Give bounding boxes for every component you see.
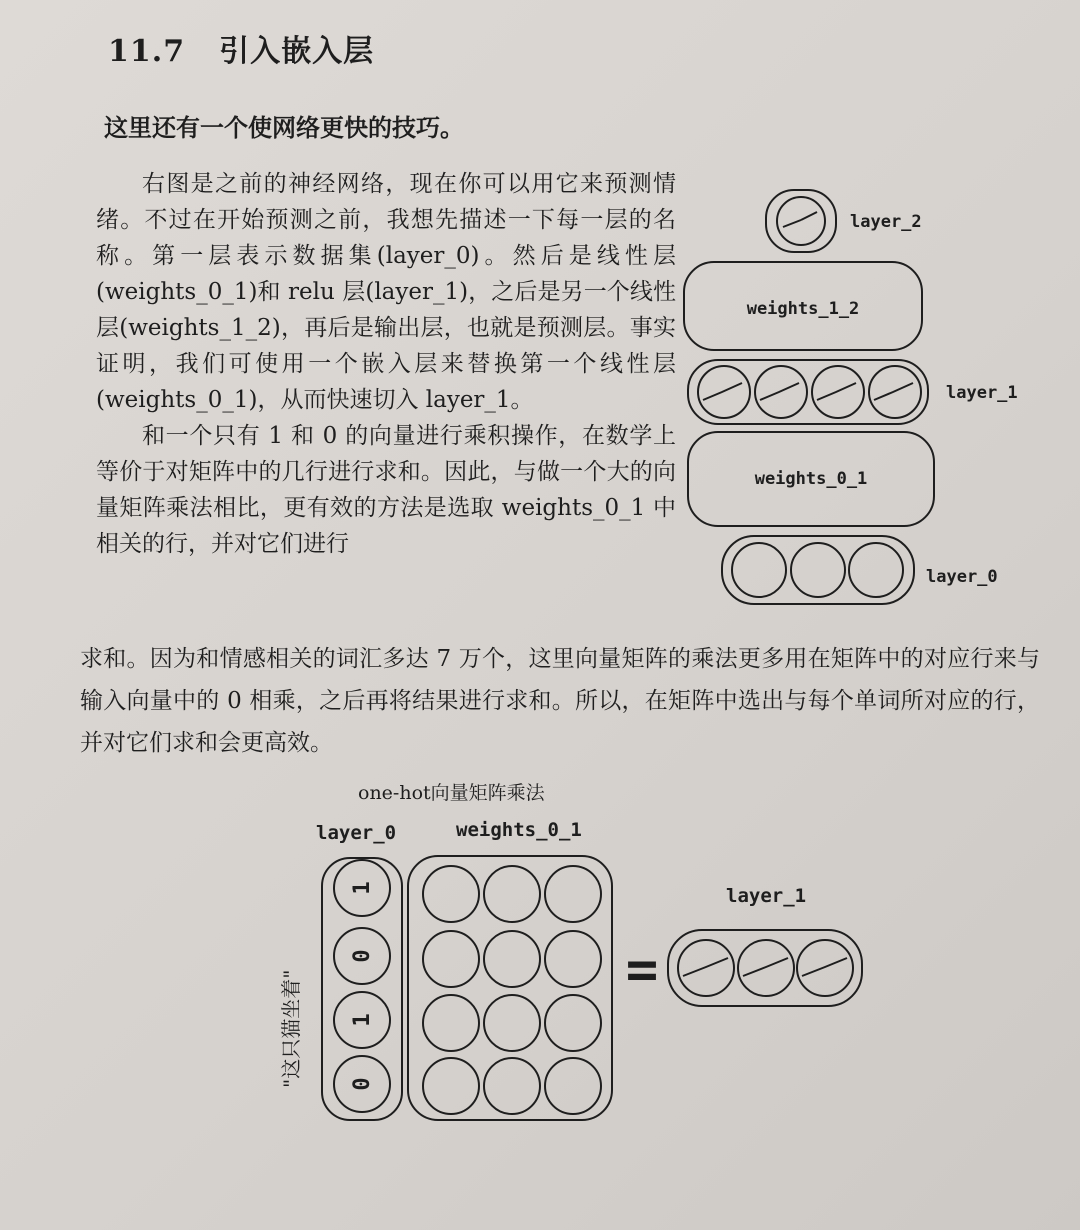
layer-0-neuron (732, 543, 786, 597)
section-number: 11.7 (108, 34, 186, 69)
weight-cell (545, 931, 601, 987)
weight-cell (545, 995, 601, 1051)
weight-cell (423, 995, 479, 1051)
weights-0-1-label: weights_0_1 (754, 469, 868, 489)
input-value: 1 (350, 1013, 375, 1027)
sentence-label: "这只猫坐着" (279, 969, 303, 1088)
weight-cell (484, 995, 540, 1051)
section-heading (108, 26, 374, 70)
weight-cell (545, 1058, 601, 1114)
weight-cell (484, 931, 540, 987)
weight-cell (423, 1058, 479, 1114)
weights-matrix-label: weights_0_1 (456, 819, 582, 841)
weight-cell (545, 866, 601, 922)
weights-matrix-box (408, 856, 612, 1120)
network-diagram (670, 180, 1050, 620)
layer-1-label: layer_1 (946, 383, 1018, 403)
body-text-narrow (96, 166, 676, 562)
weight-cell (423, 866, 479, 922)
layer-0-neuron (849, 543, 903, 597)
equals-sign: = (625, 938, 659, 1001)
input-value: 1 (350, 881, 375, 895)
input-value: 0 (350, 1077, 375, 1091)
weights-1-2-label: weights_1_2 (746, 299, 860, 319)
paragraph-2-continuation: 求和。因为和情感相关的词汇多达 7 万个，这里向量矩阵的乘法更多用在矩阵中的对应行来与输入向量中的 0 相乘，之后再将结果进行求和。所以，在矩阵中选出与每个单词所对应的行，并对它们求和会更高效。 (80, 646, 1040, 756)
result-layer-label: layer_1 (726, 885, 807, 907)
paragraph-1: 右图是之前的神经网络，现在你可以用它来预测情绪。不过在开始预测之前，我想先描述一下每一层的名称。第一层表示数据集(layer_0)。然后是线性层(weights_0_1)和 relu 层(layer_1)，之后是另一个线性层(weights_1_2)，再后是输出层，也就是预测层。事实证明，我们可使用一个嵌入层来替换第一个线性层(weights_0_1)，从而快速切入 layer_1。 (96, 171, 676, 413)
layer-0-label: layer_0 (926, 567, 998, 587)
weight-cell (423, 931, 479, 987)
layer-2-label: layer_2 (850, 212, 922, 232)
paragraph-2: 和一个只有 1 和 0 的向量进行乘积操作，在数学上等价于对矩阵中的几行进行求和。因此，与做一个大的向量矩阵乘法相比，更有效的方法是选取 weights_0_1 中相关的行，并对它们进行 (96, 423, 676, 557)
weight-cell (484, 866, 540, 922)
input-layer-label: layer_0 (316, 822, 397, 844)
layer-0-box (722, 536, 914, 604)
layer-0-neuron (791, 543, 845, 597)
onehot-diagram (260, 770, 880, 1150)
section-title: 引入嵌入层 (219, 34, 375, 69)
weight-cell (484, 1058, 540, 1114)
input-value: 0 (350, 949, 375, 963)
onehot-caption: one-hot向量矩阵乘法 (358, 782, 545, 804)
lead-sentence: 这里还有一个使网络更快的技巧。 (104, 113, 464, 142)
